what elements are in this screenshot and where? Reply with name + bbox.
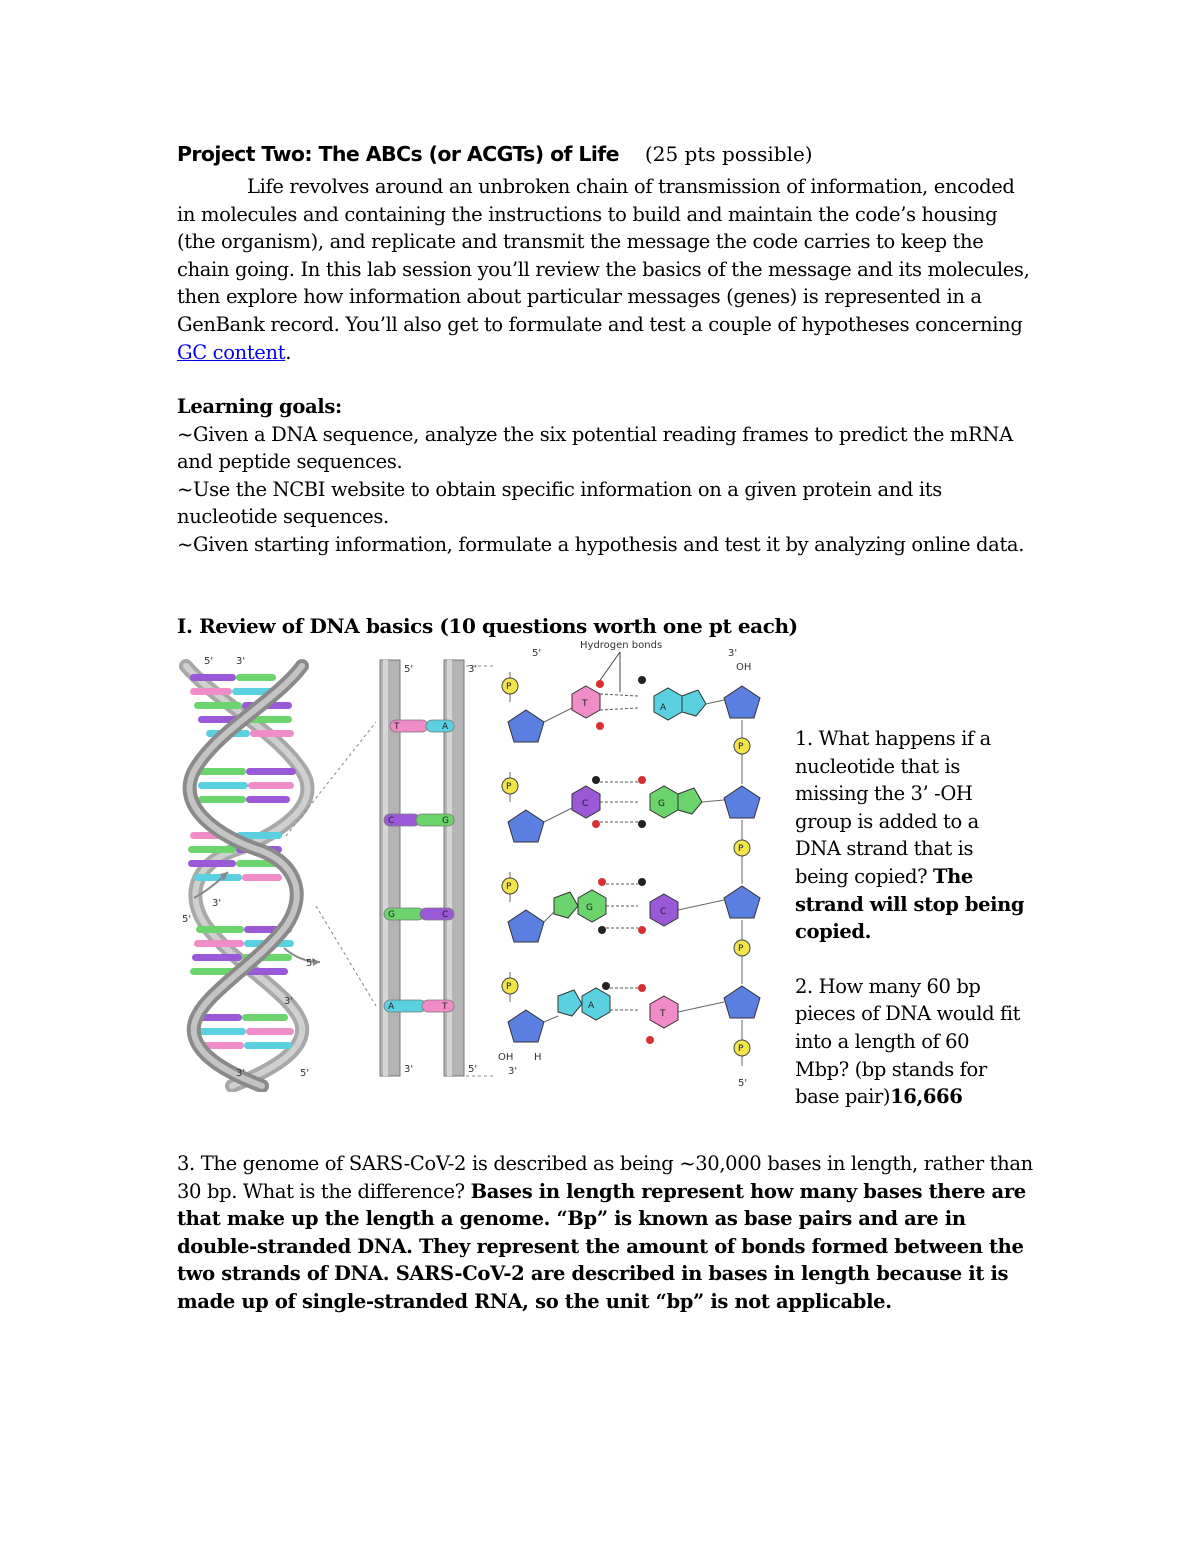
phosphate-p: P [506,782,512,792]
right-backbone [724,686,760,1089]
phosphate-p: P [506,982,512,992]
helix-3prime-top: 3' [236,656,246,667]
chem-3prime-right-top: 3' [728,648,738,659]
ladder-base-c: C [388,816,395,826]
helix-5prime-bottom: 5' [300,1068,310,1079]
learning-goals [177,393,1037,559]
chem-5prime-right-bottom: 5' [738,1078,748,1089]
chem-base-a: A [660,703,667,713]
phosphate-p: P [738,844,744,854]
ladder-5prime-top: 5' [404,664,414,675]
helix-5prime-right: 5' [306,958,316,969]
left-backbone [498,672,544,1077]
phosphate-p: P [506,682,512,692]
chem-h-bottom: H [534,1052,542,1063]
chem-base-pair-at [544,982,724,1044]
ladder-5prime-bottom: 5' [468,1064,478,1075]
learning-goal-item: ~Given a DNA sequence, analyze the six potential reading frames to predict the mRNA and peptide sequences. [177,422,1013,474]
double-helix [182,656,320,1086]
chem-3prime-left-bottom: 3' [508,1066,518,1077]
phosphate-p: P [738,944,744,954]
intro-text-end: . [285,340,292,364]
ladder-base-g: G [388,910,395,920]
ladder-base-g: G [442,816,449,826]
chem-base-t: T [660,1009,666,1019]
question-3-answer: Bases in length represent how many bases there are that make up the length a genome. “Bp” is known as base pairs and are in double-stranded DNA. They represent the amount of bonds formed between the two strands of DNA. SARS-CoV-2 are described in bases in length because it is made up of single-stranded RNA, so the unit “bp” is not applicable. [177,1179,1026,1313]
question-1-answer: The strand will stop being copied. [795,864,1025,944]
helix-3prime-right: 3' [284,996,294,1007]
phosphate-p: P [506,882,512,892]
hydrogen-bonds-label: Hydrogen bonds [580,640,663,651]
question-2-answer: 16,666 [890,1085,963,1109]
ladder-base-t: T [394,722,400,732]
learning-goals-heading: Learning goals: [177,395,342,418]
chem-base-c: C [660,907,667,917]
helix-5prime-top: 5' [204,656,214,667]
question-2-text: 2. How many 60 bp pieces of DNA would fit into a length of 60 Mbp? (bp stands for base pair) [795,974,1021,1109]
question-1 [795,725,1025,946]
title-line [177,142,1077,176]
phosphate-p: P [738,1044,744,1054]
chem-base-t: T [582,699,588,709]
phosphate-p: P [738,742,744,752]
question-2 [795,973,1025,1111]
section-heading: I. Review of DNA basics (10 questions worth one pt each) [177,614,798,638]
chem-base-a: A [588,1001,595,1011]
chem-base-pair-cg [544,776,724,828]
chem-5prime-left-top: 5' [532,648,542,659]
question-3 [177,1150,1037,1316]
ladder-base-c: C [442,910,449,920]
question-1-text: 1. What happens if a nucleotide that is missing the 3’ -OH group is added to a DNA strand that is being copied? [795,727,991,888]
ladder-diagram [380,660,477,1076]
questions-1-2 [795,725,1025,1111]
ladder-base-t: T [442,1002,448,1012]
helix-5prime-left: 5' [182,914,192,925]
dna-figure-svg [176,636,780,1092]
gc-content-link[interactable]: GC content [177,340,286,364]
intro-text: Life revolves around an unbroken chain of transmission of information, encoded in molecules and containing the instructions to build and maintain the code’s housing (the organism), and replicate and transmit the message the code carries to keep the chain going. In this lab session you’ll review the basics of the message and its molecules, then explore how information about particular messages (genes) is represented in a GenBank record. You’ll also get to formulate and test a couple of hypotheses concerning [177,175,1030,336]
chem-base-c: C [582,799,589,809]
ladder-3prime-top: 3' [468,664,478,675]
ladder-base-a: A [442,722,449,732]
document-title: Project Two: The ABCs (or ACGTs) of Life [177,142,619,166]
dna-structure-figure [176,636,780,1092]
chemical-structure [498,640,760,1089]
intro-paragraph [177,173,1037,366]
helix-3prime-bottom: 3' [236,1068,246,1079]
chem-oh-bottom: OH [498,1052,514,1063]
learning-goal-item: ~Use the NCBI website to obtain specific information on a given protein and its nucleotide sequences. [177,477,942,529]
chem-base-g: G [658,799,665,809]
ladder-3prime-bottom: 3' [404,1064,414,1075]
helix-3prime-left: 3' [212,898,222,909]
chem-base-g: G [586,903,593,913]
chem-oh-top: OH [736,662,752,673]
points-possible: (25 pts possible) [644,142,813,166]
chem-base-pair-gc [544,878,724,934]
question-3-text: 3. The genome of SARS-CoV-2 is described as being ~30,000 bases in length, rather than 30 bp. What is the difference? [177,1152,1033,1203]
ladder-base-a: A [388,1002,395,1012]
chem-base-pair-ta [544,676,724,730]
learning-goal-item: ~Given starting information, formulate a hypothesis and test it by analyzing online data. [177,532,1025,556]
